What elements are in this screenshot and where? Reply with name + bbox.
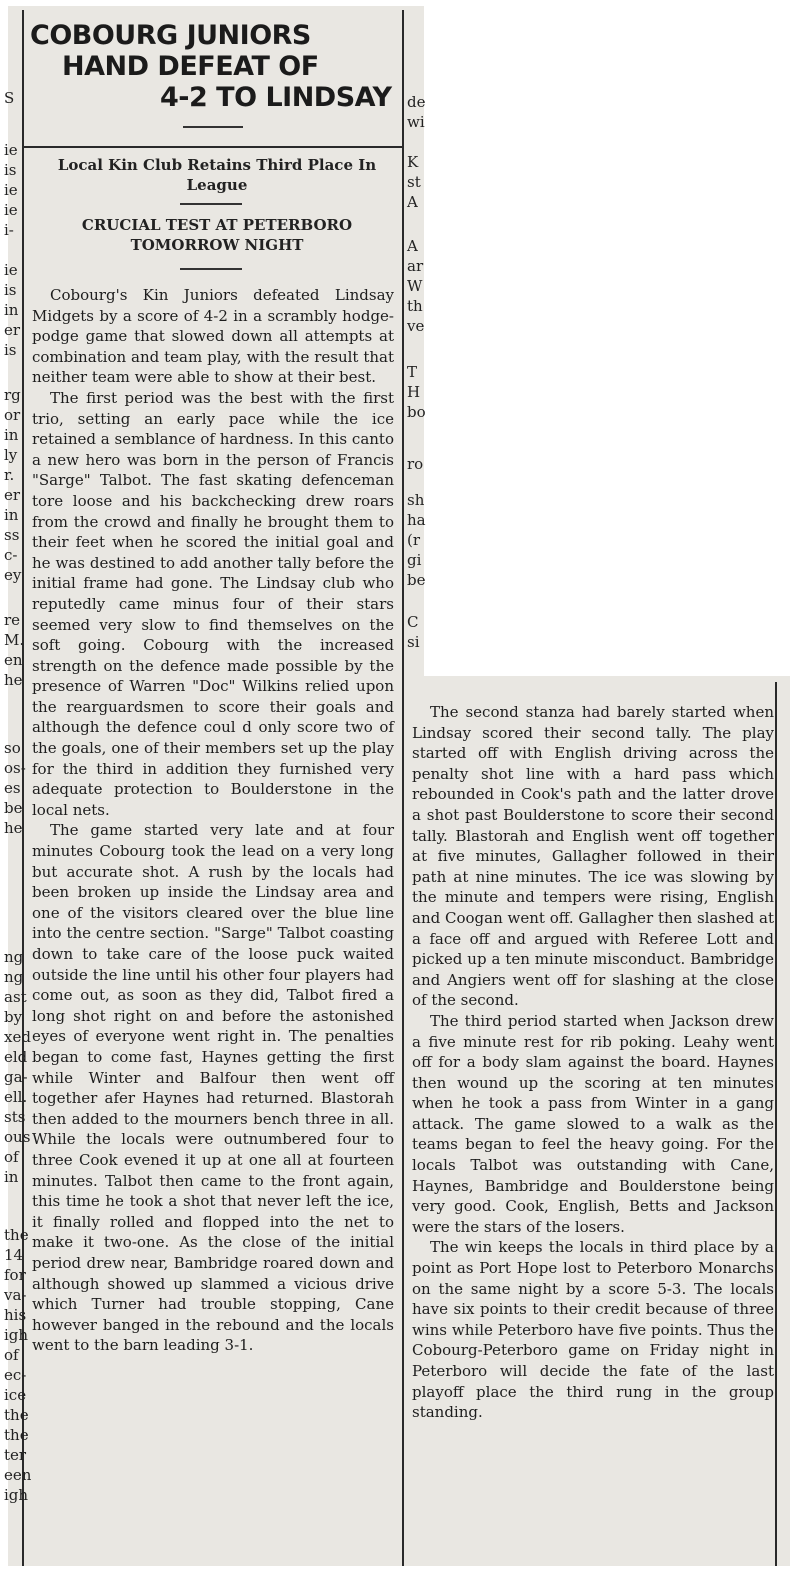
cut-off-text-fragment: in	[4, 506, 19, 524]
cut-off-text-fragment: is	[4, 281, 17, 299]
cut-off-text-fragment: si	[407, 633, 420, 651]
cut-off-text-fragment: 14	[4, 1246, 24, 1264]
subhead-kin-club: Local Kin Club Retains Third Place In League	[57, 156, 377, 194]
cut-off-text-fragment: es	[4, 779, 21, 797]
cut-off-text-fragment: his	[4, 1306, 27, 1324]
cut-off-text-fragment: er	[4, 486, 21, 504]
headline-line-2: HAND DEFEAT OF	[62, 51, 319, 82]
cut-off-text-fragment: ss	[4, 526, 20, 544]
article-paragraph: The game started very late and at four minutes Cobourg took the lead on a very long but accurate shot. A rush by the locals had been broken up inside the Lindsay area and one of the visitors cleared over the blue line into the centre section. "Sarge" Talbot coasting down to take care of the loose puck waited outside the line until his other four players had come out, as soon as they did, Talbot fired a long shot right on and before the astonished eyes of everyone went right in. The penalties began to come fast, Haynes getting the first while Winter and Balfour then went off together afer Haynes had returned. Blastorah then added to the mourners bench three in all. While the locals were outnumbered four to three Cook evened it up at one all at fourteen minutes. Talbot then came to the front again, this time he took a shot that never left the ice, it finally rolled and flopped into the net to make it two-one. As the close of the initial period drew near, Bambridge roared down and although showed up slammed a vicious drive which Turner had trouble stopping, Cane however banged in the rebound and the locals went to the barn leading 3-1.	[32, 821, 394, 1355]
cut-off-text-fragment: ey	[4, 566, 22, 584]
cut-off-text-fragment: i-	[4, 221, 14, 239]
article-paragraph: The second stanza had barely started when Lindsay scored their second tally. The play started off with English driving across the penalty shot line with a hard pass which rebounded in Cook's path and the latter drove a shot past Boulderstone to score their second tally. Blastorah and English went off together at five minutes, Gallagher followed in their path at nine minutes. The ice was slowing by the minute and tempers were rising, English and Coogan went off. Gallagher then slashed at a face off and argued with Referee Lott and picked up a ten minute misconduct. Bambridge and Angiers went off for slashing at the close of the second.	[412, 703, 774, 1010]
cut-off-text-fragment: in	[4, 426, 19, 444]
article-paragraph: The third period started when Jackson drew a five minute rest for rib poking. Leahy went off for a body slam against the board. Haynes then wound up the scoring at ten minutes when he took a pass from Winter in a gang attack. The game slowed to a walk as the teams began to feel the heavy going. For the locals Talbot was outstanding with Cane, Haynes, Bambridge and Boulderstone being very good. Cook, English, Betts and Jackson were the stars of the losers.	[412, 1011, 774, 1236]
cut-off-text-fragment: be	[407, 571, 426, 589]
cut-off-text-fragment: be	[4, 799, 23, 817]
cut-off-text-fragment: gi	[407, 551, 422, 569]
cut-off-text-fragment: wi	[407, 113, 425, 131]
cut-off-text-fragment: in	[4, 301, 19, 319]
cut-off-text-fragment: ast	[4, 988, 27, 1006]
article-column-2	[412, 702, 774, 1423]
cut-off-text-fragment: M.	[4, 631, 25, 649]
cut-off-text-fragment: ie	[4, 201, 18, 219]
cut-off-text-fragment: in	[4, 1168, 19, 1186]
article-paragraph: The win keeps the locals in third place by a point as Port Hope lost to Peterboro Monarchs on the same night by a score 5-3. The locals have six points to their credit because of three wins while Peterboro have five points. Thus the Cobourg-Peterboro game on Friday night in Peterboro will decide the fate of the last playoff place the third rung in the group standing.	[412, 1238, 774, 1422]
cut-off-text-fragment: re	[4, 611, 21, 629]
cut-off-text-fragment: the	[4, 1406, 29, 1424]
cut-off-text-fragment: S	[4, 89, 15, 107]
cut-off-text-fragment: ng	[4, 968, 24, 986]
cut-off-text-fragment: ar	[407, 257, 424, 275]
cut-off-text-fragment: sts	[4, 1108, 26, 1126]
headline	[28, 20, 398, 113]
subhead-divider-2	[180, 268, 242, 270]
cut-off-text-fragment: ie	[4, 181, 18, 199]
cut-off-text-fragment: C	[407, 613, 419, 631]
headline-bottom-rule	[22, 146, 402, 148]
cut-off-text-fragment: sh	[407, 491, 425, 509]
cut-off-text-fragment: ly	[4, 446, 18, 464]
cut-off-text-fragment: er	[4, 321, 21, 339]
cut-off-text-fragment: st	[407, 173, 421, 191]
headline-line-3: 4-2 TO LINDSAY	[160, 82, 392, 113]
headline-line-1: COBOURG JUNIORS	[30, 20, 311, 51]
cut-off-text-fragment: so	[4, 739, 21, 757]
cut-off-text-fragment: ie	[4, 141, 18, 159]
cut-off-text-fragment: os-	[4, 759, 26, 777]
cut-off-text-fragment: T	[407, 363, 418, 381]
cut-off-text-fragment: by	[4, 1008, 23, 1026]
cut-off-text-fragment: eld	[4, 1048, 28, 1066]
cut-off-text-fragment: W	[407, 277, 423, 295]
cut-off-text-fragment: va-	[4, 1286, 27, 1304]
cut-off-text-fragment: ec-	[4, 1366, 27, 1384]
cut-off-text-fragment: (r	[407, 531, 421, 549]
cut-off-text-fragment: is	[4, 341, 17, 359]
cut-off-text-fragment: he	[4, 819, 23, 837]
cut-off-text-fragment: he	[4, 671, 23, 689]
cut-off-text-fragment: for	[4, 1266, 26, 1284]
cut-off-text-fragment: ous	[4, 1128, 31, 1146]
cut-off-text-fragment: of	[4, 1148, 19, 1166]
cut-off-text-fragment: dе	[407, 93, 426, 111]
cut-off-text-fragment: en	[4, 651, 23, 669]
cut-off-text-fragment: igh	[4, 1326, 29, 1344]
cut-off-text-fragment: or	[4, 406, 21, 424]
cut-off-text-fragment: een	[4, 1466, 32, 1484]
cut-off-text-fragment: igh	[4, 1486, 29, 1504]
article-paragraph: Cobourg's Kin Juniors defeated Lindsay Midgets by a score of 4-2 in a scrambly hodge-podge game that slowed down all attempts at combination and team play, with the result that neither team were able to show at their best.	[32, 286, 394, 387]
cut-off-text-fragment: xed	[4, 1028, 31, 1046]
article-paragraph: The first period was the best with the first trio, setting an early pace while the ice retained a semblance of hardness. In this canto a new hero was born in the person of Francis "Sarge" Talbot. The fast skating defenceman tore loose and his backchecking drew roars from the crowd and finally he brought them to their feet when he scored the initial goal and he was destined to add another tally before the initial frame had gone. The Lindsay club who reputedly came minus four of their stars seemed very slow to find themselves on the soft going. Cobourg with the increased strength on the defence made possible by the presence of Warren "Doc" Wilkins relied upon the rearguardsmen to score their goals and although the defence coul d only score two of the goals, one of their members set up the play for the third in addition they furnished very adequate protection to Boulderstone in the local nets.	[32, 388, 394, 819]
cut-off-text-fragment: the	[4, 1226, 29, 1244]
cut-off-text-fragment: ro	[407, 455, 424, 473]
cut-off-text-fragment: of	[4, 1346, 19, 1364]
cut-off-text-fragment: A	[407, 193, 418, 211]
cut-off-text-fragment: ie	[4, 261, 18, 279]
cut-off-text-fragment: is	[4, 161, 17, 179]
right-column-rule	[775, 682, 777, 1566]
cut-off-text-fragment: K	[407, 153, 419, 171]
article-column-1	[32, 285, 394, 1356]
cut-off-text-fragment: A	[407, 237, 418, 255]
cut-off-text-fragment: ga-	[4, 1068, 28, 1086]
headline-short-rule	[183, 126, 243, 128]
cut-off-text-fragment: rg	[4, 386, 21, 404]
cut-off-text-fragment: ha	[407, 511, 426, 529]
cut-off-text-fragment: r.	[4, 466, 15, 484]
cut-off-text-fragment: bo	[407, 403, 426, 421]
subhead-crucial-test: CRUCIAL TEST AT PETERBORO TOMORROW NIGHT	[81, 216, 353, 254]
cut-off-text-fragment: th	[407, 297, 423, 315]
cut-off-text-fragment: the	[4, 1426, 29, 1444]
cut-off-text-fragment: c-	[4, 546, 18, 564]
subhead-divider-1	[180, 203, 242, 205]
cut-off-text-fragment: ve	[407, 317, 425, 335]
cut-off-text-fragment: ter	[4, 1446, 27, 1464]
cut-off-text-fragment: ng	[4, 948, 24, 966]
cut-off-text-fragment: H	[407, 383, 421, 401]
cut-off-text-fragment: ell.	[4, 1088, 28, 1106]
cut-off-text-fragment: ice	[4, 1386, 27, 1404]
